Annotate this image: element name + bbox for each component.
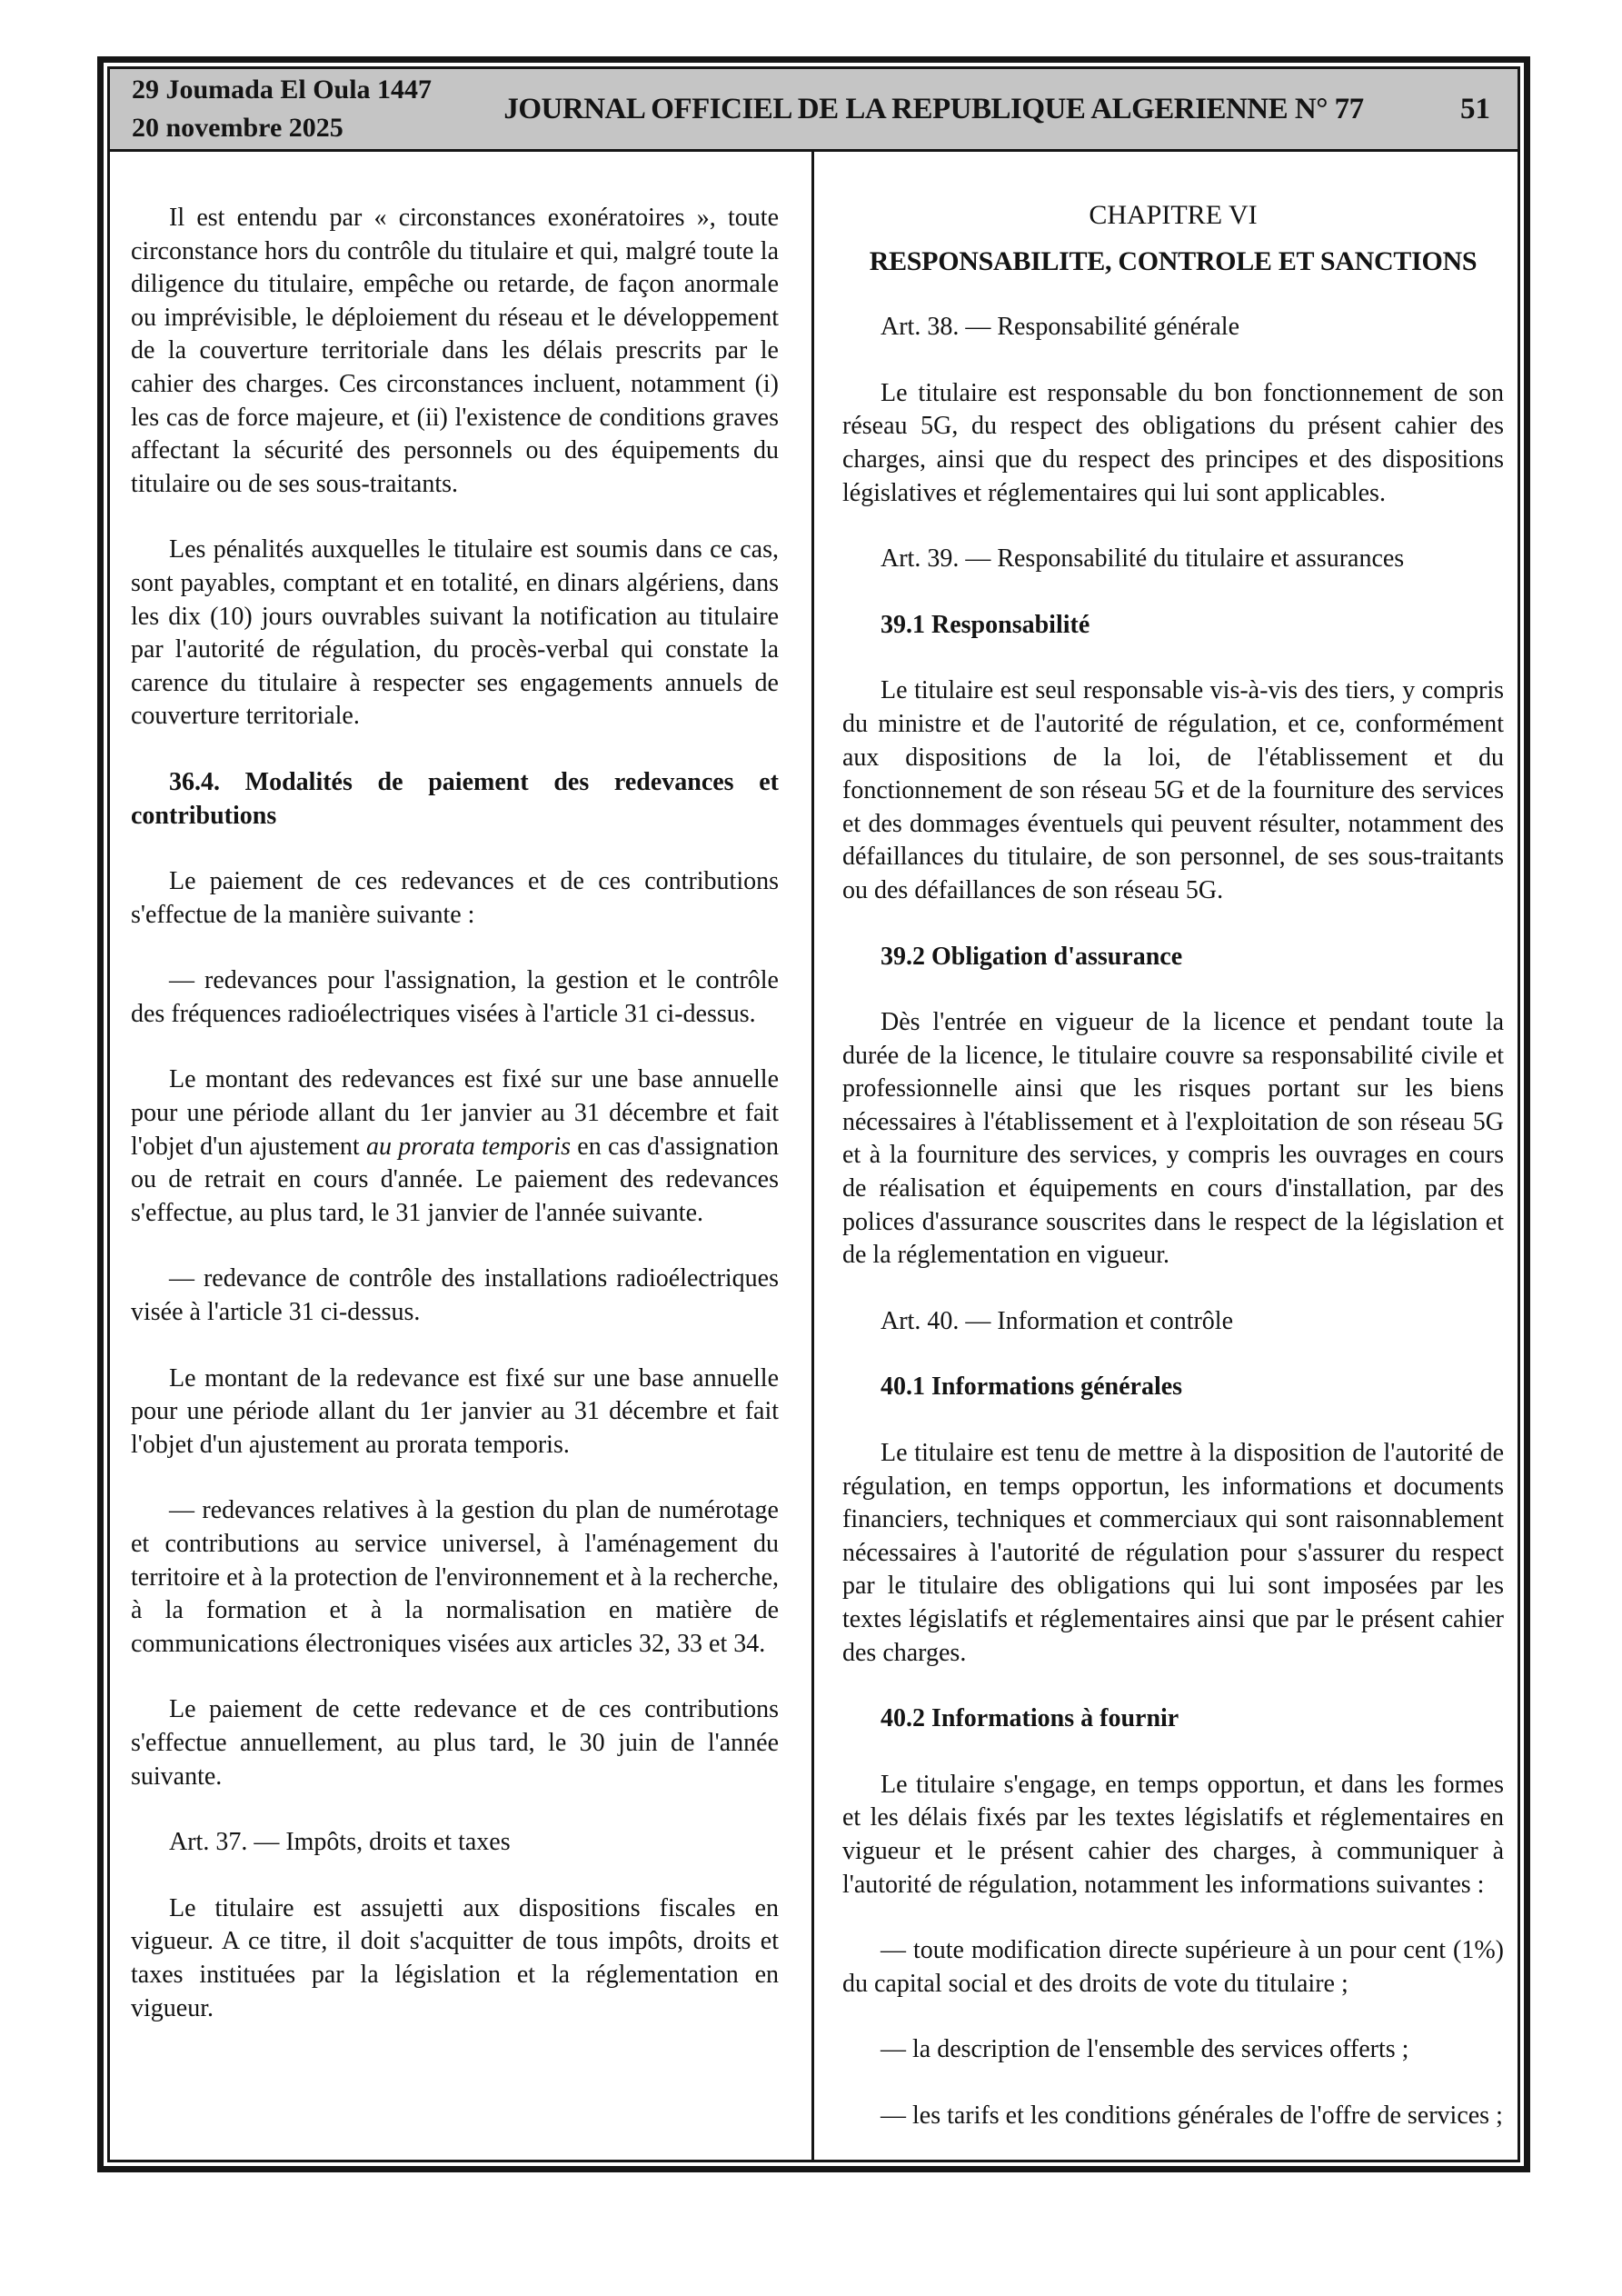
paragraph-40-1: Le titulaire est tenu de mettre à la disposition de l'autorité de régulation, en temps opportun, les informations et documents financiers, techniques et commerciaux qui sont raisonnablement nécessaires à l'autorité de régulation pour s'assurer du respect par le titulaire des obligations qui lui sont imposées par les textes législatifs et réglementaires ainsi que par le présent cahier des charges.	[842, 1439, 1504, 1667]
masthead-dates	[110, 76, 432, 142]
heading-40-2: 40.2 Informations à fournir	[881, 1704, 1179, 1733]
chapter-label: CHAPITRE VI	[1089, 200, 1258, 230]
montant-redevances-post: en cas d'assignation ou de retrait en cours d'année. Le paiement des redevances s'effectue, au plus tard, le 31 janvier de l'année suivante.	[131, 1132, 779, 1227]
paragraph-montant-redevances	[131, 1063, 779, 1230]
heading-39-2: 39.2 Obligation d'assurance	[881, 942, 1183, 971]
heading-article-38: Art. 38. — Responsabilité générale	[881, 313, 1240, 342]
heading-article-39: Art. 39. — Responsabilité du titulaire et assurances	[881, 544, 1405, 574]
masthead	[110, 69, 1518, 152]
latin-phrase-prorata-temporis: au prorata temporis	[365, 1132, 571, 1161]
list-item-modification-capital: — toute modification directe supérieure à un pour cent (1%) du capital social et des droits de vote du titulaire ;	[842, 1936, 1504, 1998]
date-hijri: 29 Joumada El Oula 1447	[132, 75, 433, 105]
page-frame-inner	[107, 66, 1520, 2162]
heading-36-4: 36.4. Modalités de paiement des redevances et contributions	[131, 767, 779, 830]
heading-40-1: 40.1 Informations générales	[881, 1373, 1183, 1402]
right-column	[842, 152, 1504, 2160]
paragraph-paiement-annuel: Le paiement de cette redevance et de ces contributions s'effectue annuellement, au plus tard, le 30 juin de l'année suivante.	[131, 1695, 779, 1791]
heading-39-1: 39.1 Responsabilité	[881, 610, 1090, 639]
heading-article-37: Art. 37. — Impôts, droits et taxes	[169, 1828, 511, 1857]
paragraph-40-2-intro: Le titulaire s'engage, en temps opportun, et dans les formes et les délais fixés par les textes législatifs et réglementaires en vigueur et le présent cahier des charges, à communiquer à l'autorité de régulation, notamment les informations suivantes :	[842, 1770, 1504, 1899]
paragraph-paiement-intro: Le paiement de ces redevances et de ces contributions s'effectue de la manière suivante :	[131, 867, 779, 929]
list-item-redevances-numerotage: — redevances relatives à la gestion du plan de numérotage et contributions au service universel, à l'aménagement du territoire et à la protection de l'environnement et à la recherche, à la formation et à la normalisation en matière de communications électroniques visées aux articles 32, 33 et 34.	[131, 1496, 779, 1658]
journal-title: JOURNAL OFFICIEL DE LA REPUBLIQUE ALGERIENNE N° 77	[503, 92, 1364, 125]
list-item-description-services: — la description de l'ensemble des services offerts ;	[881, 2035, 1409, 2064]
page-content	[110, 152, 1518, 2160]
paragraph-39-1: Le titulaire est seul responsable vis-à-vis des tiers, y compris du ministre et de l'autorité de régulation, et ce, conformément aux dispositions de la loi, de l'établissement et du fonctionnement de son réseau 5G et de la fourniture des services et des dommages éventuels qui peuvent résulter, notamment des défaillances du titulaire, de son personnel, de ses sous-traitants ou des défaillances de son réseau 5G.	[842, 676, 1504, 904]
page-number: 51	[1460, 92, 1490, 125]
montant-redevances-pre: Le montant des redevances est fixé sur une base annuelle pour une période allant du 1er janvier au 31 décembre et fait l'objet d'un ajustement	[131, 1065, 779, 1161]
list-item-redevances-assignation: — redevances pour l'assignation, la gestion et le contrôle des fréquences radioélectriques visées à l'article 31 ci-dessus.	[131, 966, 779, 1028]
paragraph-penalites: Les pénalités auxquelles le titulaire est soumis dans ce cas, sont payables, comptant et en totalité, en dinars algériens, dans les dix (10) jours ouvrables suivant la notification au titulaire par l'autorité de régulation, du procès-verbal qui constate la carence du titulaire à respecter ses engagements annuels de couverture territoriale.	[131, 535, 779, 731]
left-column	[131, 152, 779, 2160]
paragraph-article-38: Le titulaire est responsable du bon fonctionnement de son réseau 5G, du respect des obligations du présent cahier des charges, ainsi que du respect des principes et des dispositions législatives et réglementaires qui lui sont applicables.	[842, 378, 1504, 507]
paragraph-39-2: Dès l'entrée en vigueur de la licence et pendant toute la durée de la licence, le titulaire couvre sa responsabilité civile et professionnelle ainsi que les risques portant sur les biens nécessaires à l'établissement et à l'exploitation de son réseau 5G et à la fourniture des services, y compris les ouvrages en cours de réalisation et équipements en cours d'installation, par des polices d'assurance souscrites dans le respect de la législation et de la réglementation en vigueur.	[842, 1008, 1504, 1270]
paragraph-circonstances-exoneratoires: Il est entendu par « circonstances exonératoires », toute circonstance hors du contrôle du titulaire et qui, malgré toute la diligence du titulaire, empêche ou retarde, de façon anormale ou imprévisible, le déploiement du réseau et le développement de la couverture territoriale dans les délais prescrits par le cahier des charges. Ces circonstances incluent, notamment (i) les cas de force majeure, et (ii) l'existence de conditions graves affectant la sécurité des personnels ou des équipements du titulaire ou de ses sous-traitants.	[131, 204, 779, 498]
heading-article-40: Art. 40. — Information et contrôle	[881, 1306, 1234, 1335]
column-divider	[811, 152, 814, 2160]
paragraph-montant-redevance: Le montant de la redevance est fixé sur une base annuelle pour une période allant du 1er janvier au 31 décembre et fait l'objet d'un ajustement au prorata temporis.	[131, 1363, 779, 1459]
paragraph-fiscal: Le titulaire est assujetti aux dispositions fiscales en vigueur. A ce titre, il doit s'acquitter de tous impôts, droits et taxes instituées par la législation et la réglementation en vigueur.	[131, 1893, 779, 2022]
chapter-title: RESPONSABILITE, CONTROLE ET SANCTIONS	[869, 245, 1478, 276]
date-gregorian: 20 novembre 2025	[132, 113, 343, 143]
list-item-redevance-controle: — redevance de contrôle des installations radioélectriques visée à l'article 31 ci-dessus.	[131, 1264, 779, 1327]
list-item-tarifs-conditions: — les tarifs et les conditions générales de l'offre de services ;	[881, 2101, 1503, 2130]
page-frame	[97, 56, 1530, 2172]
